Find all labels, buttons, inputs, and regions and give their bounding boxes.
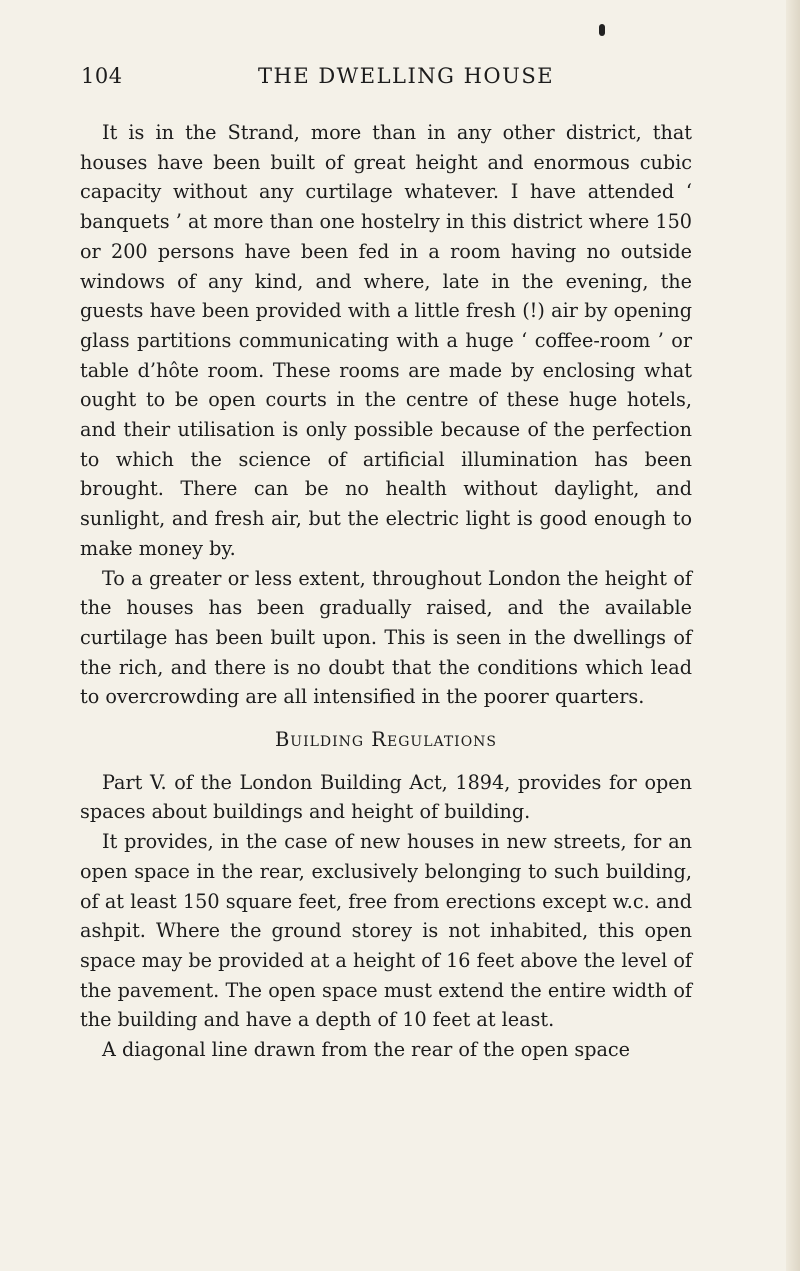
paragraph: It is in the Strand, more than in any other district, that houses have been built of great height and enormous cubic capacity without any curtilage whatever. I have attended ‘ banquets ’ at more than one hostelry in this district where 150 or 200 persons have been fed in a room having no outside windows of any kind, and where, late in the evening, the guests have been provided with a little fresh (!) air by opening glass partitions communicating with a huge ‘ coffee-room ’ or table d’hôte room. These rooms are made by enclosing what ought to be open courts in the centre of these huge hotels, and their utilisation is only possible because of the perfection to which the science of artificial illumination has been brought. There can be no health without daylight, and sunlight, and fresh air, but the electric light is good enough to make money by.: [80, 121, 692, 560]
ink-speck: [599, 24, 605, 36]
section-heading: Building Regulations: [274, 728, 498, 752]
paragraph: A diagonal line drawn from the rear of the open space: [102, 1038, 631, 1062]
paragraph: Part V. of the London Building Act, 1894, provides for open spaces about buildings and height of building.: [80, 770, 692, 824]
running-head: THE DWELLING HOUSE: [258, 64, 555, 88]
body-text: [80, 118, 692, 1065]
paragraph: It provides, in the case of new houses in new streets, for an open space in the rear, exclusively belonging to such building, of at least 150 square feet, free from erections except w.c. and ashpit. Where the ground storey is not inhabited, this open space may be provided at a height of 16 feet above the level of the pavement. The open space must extend the entire width of the building and have a depth of 10 feet at least.: [80, 830, 692, 1032]
page-number: 104: [81, 64, 123, 88]
page-edge: [786, 0, 800, 1271]
paragraph: To a greater or less extent, throughout London the height of the houses has been gradually raised, and the available curtilage has been built upon. This is seen in the dwellings of the rich, and there is no doubt that the conditions which lead to overcrowding are all intensified in the poorer quarters.: [80, 566, 692, 709]
page-header: [81, 64, 691, 94]
